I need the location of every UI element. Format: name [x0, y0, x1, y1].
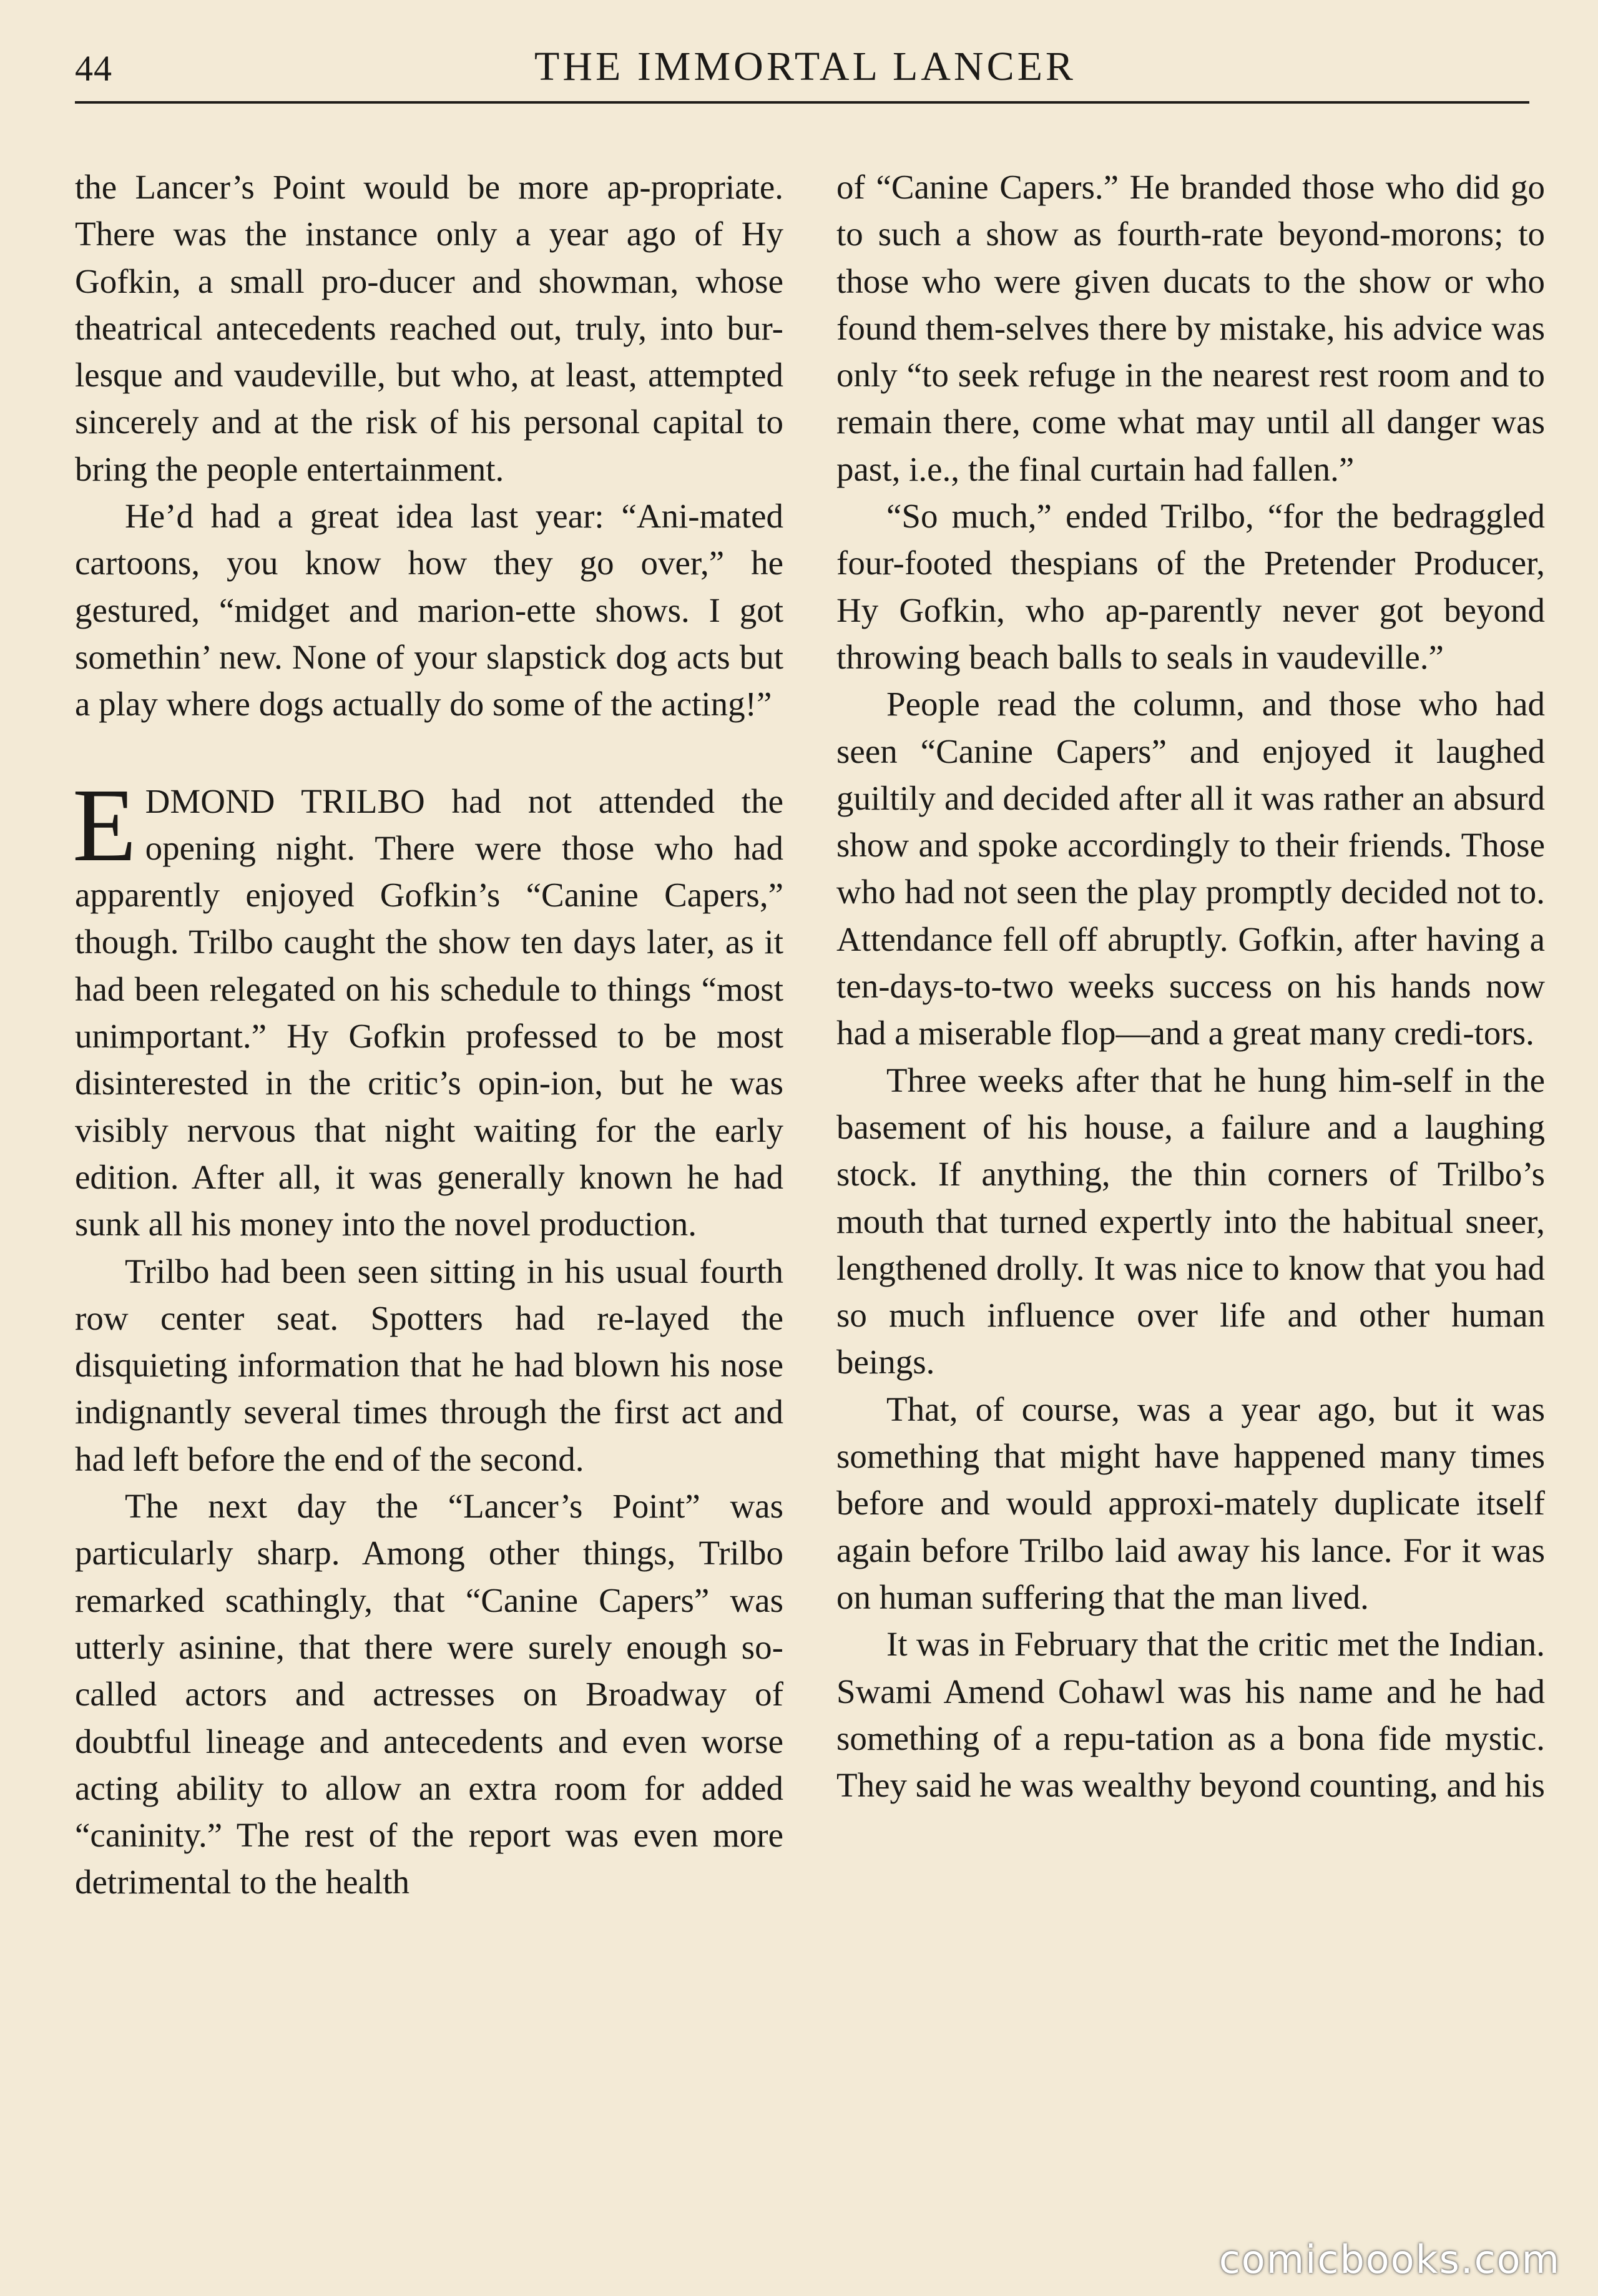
paragraph: the Lancer’s Point would be more ap-propriate. There was the instance only a year ago of Hy Gofkin, a small pro-ducer and showman, whose theatrical antecedents reached out, truly, into bur-lesque and vaudeville, but who, at least, attempted sincerely and at the risk of his personal capital to bring the people entertainment. [75, 168, 783, 488]
paragraph: The next day the “Lancer’s Point” was particularly sharp. Among other things, Trilbo remarked scathingly, that “Canine Capers” was utterly asinine, that there were surely enough so-called actors and actresses on Broadway of doubtful lineage and antecedents and even worse acting ability to allow an extra room for added “caninity.” The rest of the report was even more detrimental to the health [75, 1487, 783, 1901]
paragraph: People read the column, and those who had seen “Canine Capers” and enjoyed it laughed guiltily and decided after all it was rather an absurd show and spoke accordingly to their friends. Those who had not seen the play promptly decided not to. Attendance fell off abruptly. Gofkin, after having a ten-days-to-two weeks success on his hands now had a miserable flop—and a great many credi-tors. [836, 685, 1545, 1052]
left-column [72, 164, 783, 1906]
running-title: THE IMMORTAL LANCER [534, 44, 1076, 89]
paragraph-section-start [72, 767, 783, 1248]
paragraph: It was in February that the critic met the Indian. Swami Amend Cohawl was his name and he had something of a repu-tation as a bona fide mystic. They said he was wealthy beyond counting, and his [836, 1625, 1545, 1805]
header-rule [75, 101, 1529, 104]
drop-cap: E [72, 767, 137, 883]
paragraph-text: DMOND TRILBO had not attended the opening night. There were those who had apparently enjoyed Gofkin’s “Canine Capers,” though. Trilbo caught the show ten days later, as it had been relegated on his schedule to things “most unimportant.” Hy Gofkin professed to be most disinterested in the critic’s opin-ion, but he was visibly nervous that night waiting for the early edition. After all, it was generally known he had sunk all his money into the novel production. [75, 782, 783, 1244]
paragraph: Three weeks after that he hung him-self in the basement of his house, a failure and a laughing stock. If anything, the thin corners of Trilbo’s mouth that turned expertly into the habitual sneer, lengthened drolly. It was nice to know that you had so much influence over life and other human beings. [836, 1061, 1545, 1381]
page-number: 44 [75, 48, 112, 89]
page-header [75, 40, 1536, 102]
paragraph: of “Canine Capers.” He branded those who did go to such a show as fourth-rate beyond-morons; to those who were given ducats to the show or who found them-selves there by mistake, his advice was only “to seek refuge in the nearest rest room and to remain there, come what may until all danger was past, i.e., the final curtain had fallen.” [836, 168, 1545, 488]
paragraph: He’d had a great idea last year: “Ani-mated cartoons, you know how they go over,” he gestured, “midget and marion-ette shows. I got somethin’ new. None of your slapstick dog acts but a play where dogs actually do some of the acting!” [75, 497, 783, 724]
right-column [836, 164, 1545, 1808]
watermark: comicbooks.com [1218, 2237, 1561, 2282]
paragraph: “So much,” ended Trilbo, “for the bedraggled four-footed thespians of the Pretender Producer, Hy Gofkin, who ap-parently never got beyond throwing beach balls to seals in vaudeville.” [836, 497, 1545, 676]
paragraph: Trilbo had been seen sitting in his usual fourth row center seat. Spotters had re-layed the disquieting information that he had blown his nose indignantly several times through the first act and had left before the end of the second. [75, 1252, 783, 1478]
paragraph: That, of course, was a year ago, but it was something that might have happened many times before and would approxi-mately duplicate itself again before Trilbo laid away his lance. For it was on human suffering that the man lived. [836, 1390, 1545, 1616]
